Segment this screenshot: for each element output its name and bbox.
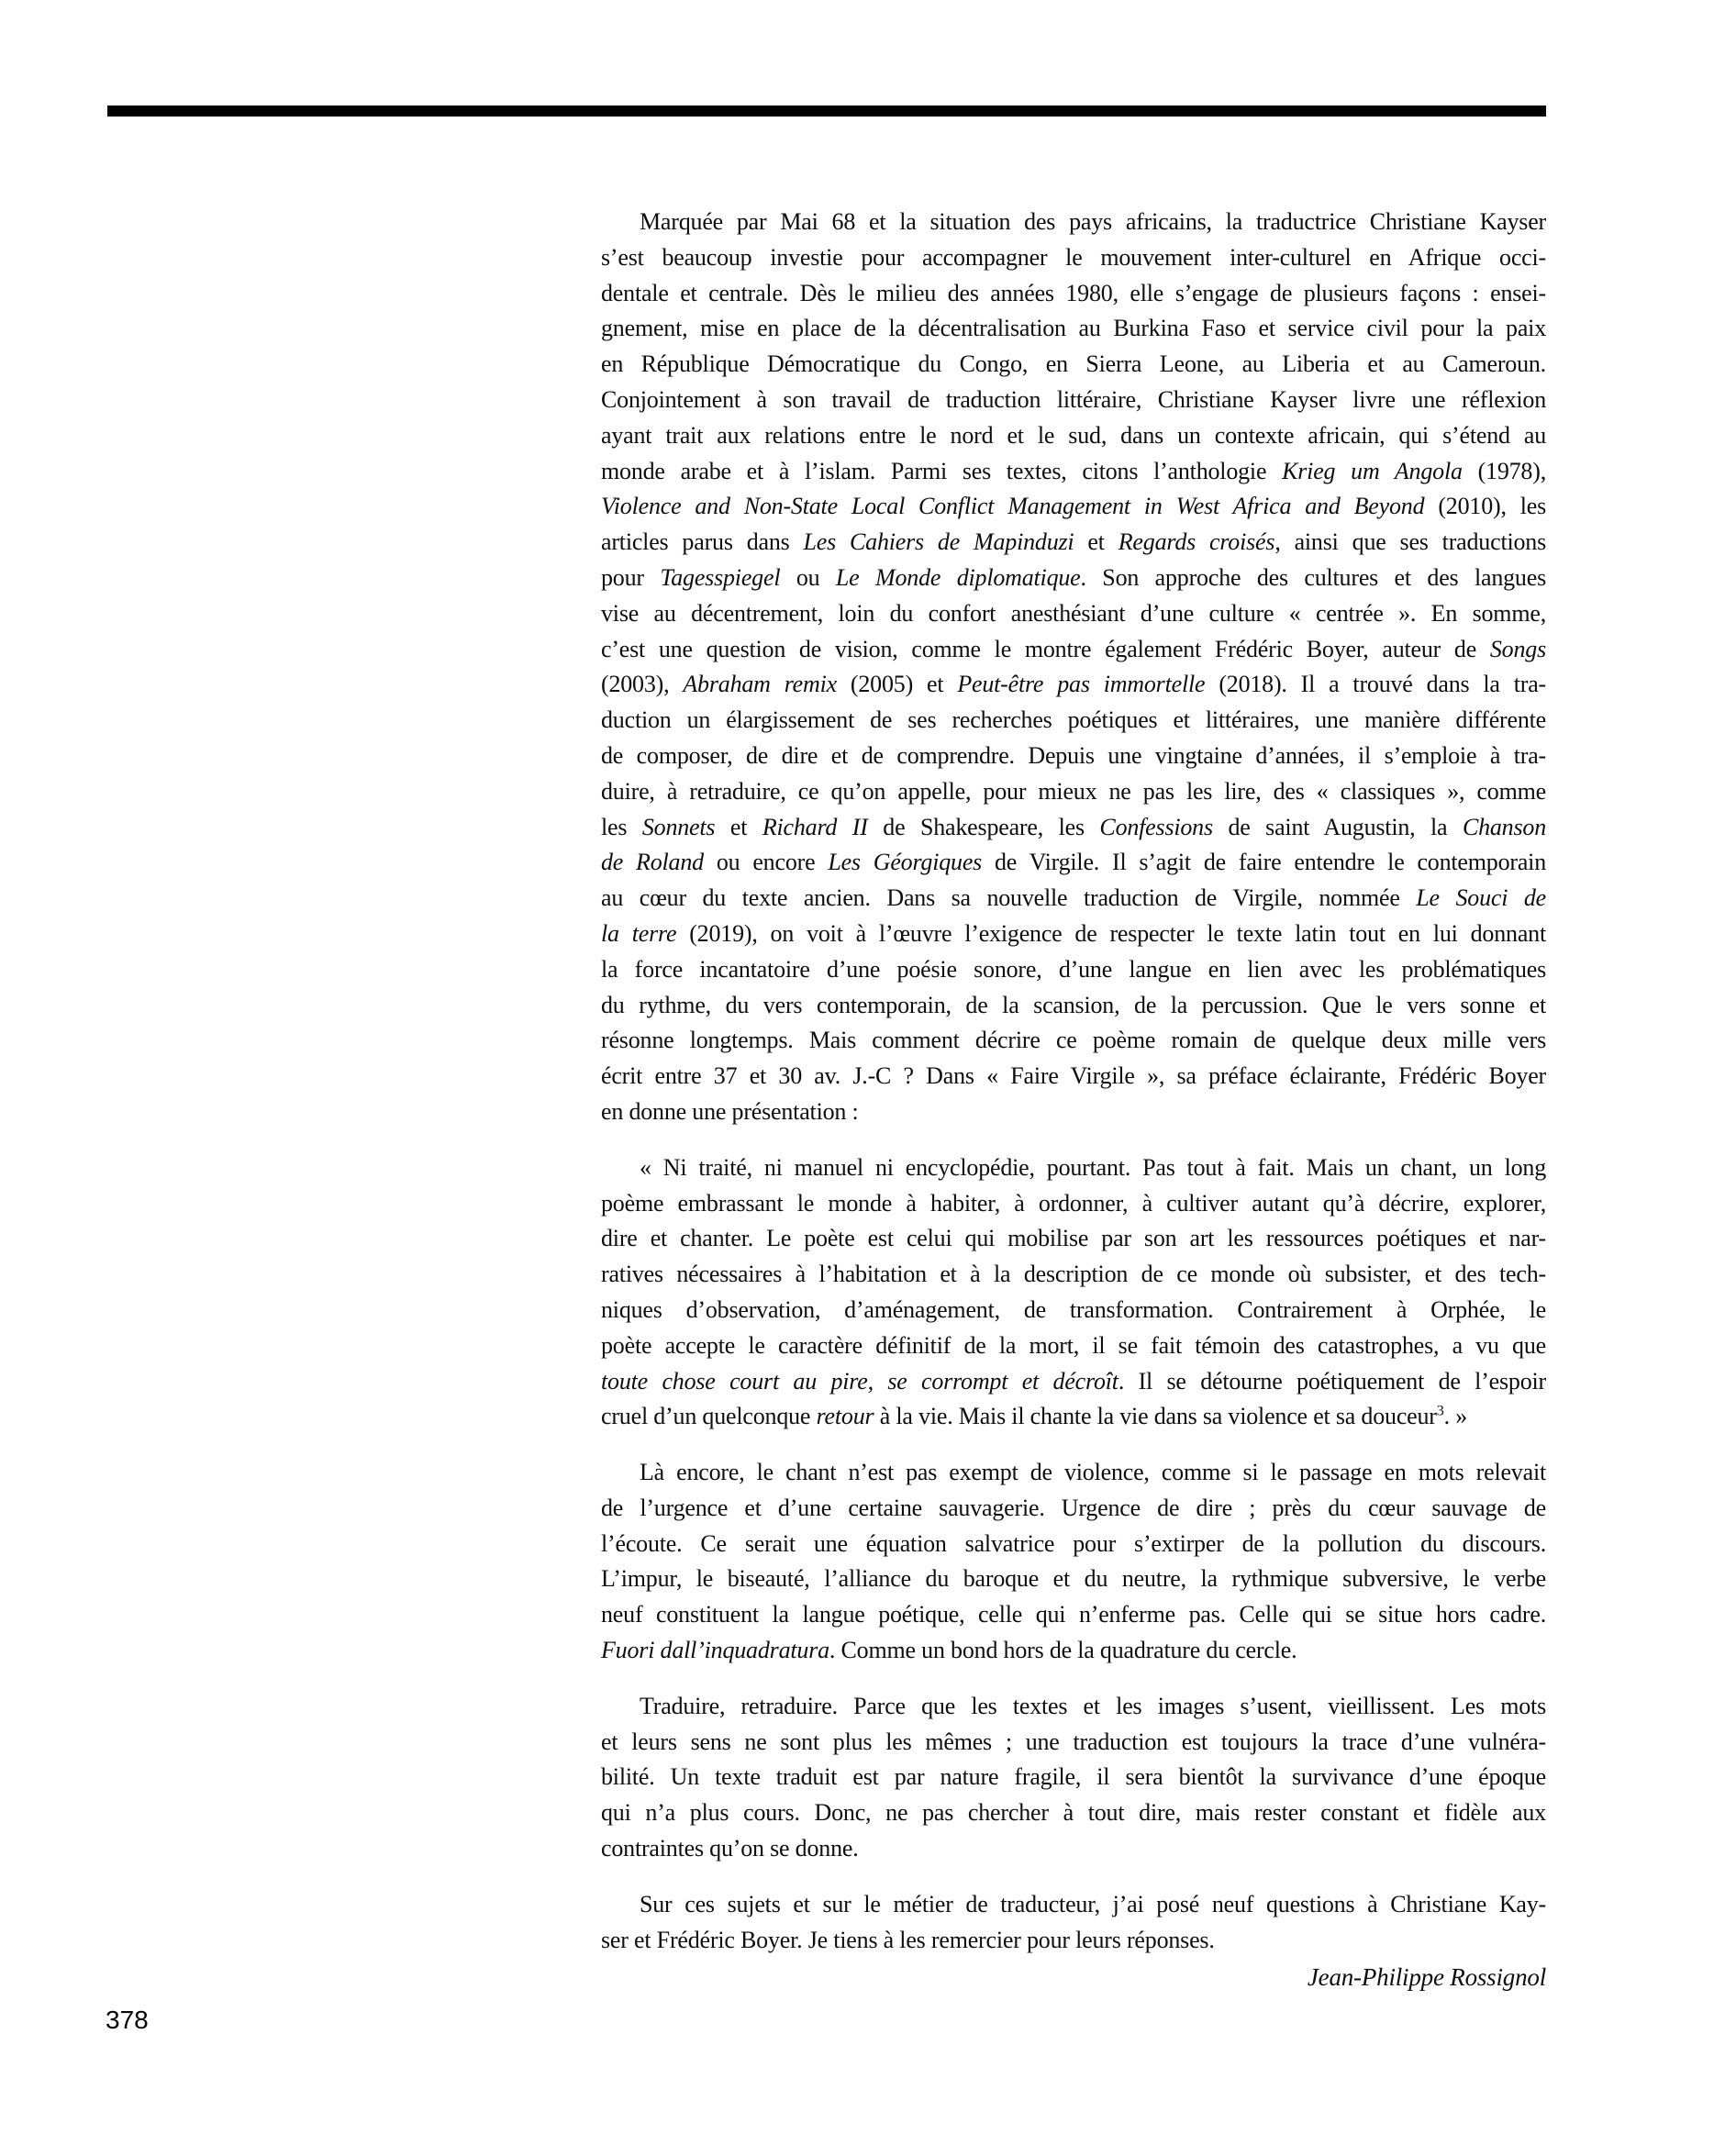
text-segment: la force incantatoire d’une poésie sonore, d’une langue en lien avec les problématiques [601,955,1546,983]
text-segment: de saint Augustin, la [1212,813,1463,840]
text-segment: Les Cahiers de Mapinduzi [803,528,1074,556]
text-segment: Là encore, le chant n’est pas exempt de violence, comme si le passage en mots relevait [640,1459,1546,1486]
text-segment: Peut-être pas immortelle [957,671,1206,698]
text-line [601,1760,1546,1795]
text-segment: de Roland [601,849,704,876]
author-signature: Jean-Philippe Rossignol [1307,1963,1546,1991]
text-line [601,1150,1546,1186]
text-segment: articles parus dans [601,528,804,556]
text-segment: à la vie. Mais il chante la vie dans sa violence et sa douceur [874,1403,1437,1430]
text-segment: de l’urgence et d’une certaine sauvagerie. Urgence de dire ; près du cœur sauvage de [601,1494,1546,1521]
text-line [601,454,1546,490]
text-segment: « Ni traité, ni manuel ni encyclopédie, pourtant. Pas tout à fait. Mais un chant, un long [640,1153,1546,1181]
text-line [601,1221,1546,1257]
text-line [601,1923,1546,1959]
text-line [601,1364,1546,1400]
header-rule [107,106,1546,117]
text-segment: au cœur du texte ancien. Dans sa nouvelle traduction de Virgile, nommée [601,884,1417,912]
text-line [601,1887,1546,1923]
text-segment: contraintes qu’on se donne. [601,1835,859,1862]
text-line [601,596,1546,632]
text-segment: ratives nécessaires à l’habitation et à la description de ce monde où subsister, et des tech- [601,1261,1546,1288]
text-segment: ou [780,563,836,591]
text-line [601,1633,1546,1669]
text-segment: duire, à retraduire, ce qu’on appelle, pour mieux ne pas les lire, des « classiques », comme [601,777,1546,805]
text-line [601,917,1546,952]
text-segment: Les Géorgiques [828,849,983,876]
text-segment: L’impur, le biseauté, l’alliance du baroque et du neutre, la rythmique subversive, le verbe [601,1565,1546,1593]
text-line [601,561,1546,596]
text-segment: 3 [1436,1403,1444,1419]
text-segment: (1978), [1462,457,1546,484]
text-segment: Krieg um Angola [1282,457,1463,484]
text-segment: de Virgile. Il s’agit de faire entendre le contemporain [982,849,1546,876]
text-line [601,383,1546,418]
text-segment: en République Démocratique du Congo, en Sierra Leone, au Liberia et au Cameroun. [601,350,1546,378]
text-segment: (2005) et [836,671,958,698]
text-segment: écrit entre 37 et 30 av. J.-C ? Dans « Faire Virgile », sa préface éclairante, Frédéric Boyer [601,1062,1546,1090]
text-line [601,881,1546,917]
text-line [601,774,1546,810]
text-line [601,1795,1546,1831]
text-segment: Chanson [1462,813,1546,840]
text-segment: (2018). Il a trouvé dans la tra- [1205,671,1547,698]
text-segment: les [601,813,642,840]
text-segment: résonne longtemps. Mais comment décrire ce poème romain de quelque deux mille vers [601,1027,1546,1054]
text-line [601,1689,1546,1725]
text-segment: Regards croisés [1118,528,1275,556]
body-text [601,205,1546,1958]
text-line [601,845,1546,881]
text-line [601,952,1546,988]
text-line [601,205,1546,240]
text-line [601,988,1546,1024]
text-segment: neuf constituent la langue poétique, celle qui n’enferme pas. Celle qui se situe hors cadre. [601,1601,1546,1628]
text-segment: Violence and Non-State Local Conflict Management in West Africa and Beyond [601,493,1425,520]
text-line [601,1561,1546,1597]
text-segment: retour [816,1403,874,1430]
paragraph [601,1455,1546,1669]
text-segment: la terre [601,919,677,947]
text-line [601,1527,1546,1562]
text-segment: Conjointement à son travail de traduction littéraire, Christiane Kayser livre une réflexion [601,385,1546,413]
text-segment: qui n’a plus cours. Donc, ne pas chercher à tout dire, mais rester constant et fidèle aux [601,1799,1546,1827]
text-segment: Le Monde diplomatique [835,563,1081,591]
text-line [601,1491,1546,1527]
text-segment: en donne une présentation : [601,1097,859,1125]
text-segment: l’écoute. Ce serait une équation salvatrice pour s’extirper de la pollution du discours. [601,1529,1546,1557]
text-segment: (2003), [601,671,684,698]
text-line [601,739,1546,774]
text-segment: Le Souci de [1416,884,1546,912]
text-segment: gnement, mise en place de la décentralisation au Burkina Faso et service civil pour la paix [601,315,1546,342]
text-line [601,276,1546,312]
text-line [601,418,1546,454]
text-segment: toute chose court au pire, se corrompt et décroît [601,1367,1118,1395]
text-segment: ayant trait aux relations entre le nord et le sud, dans un contexte africain, qui s’étend au [601,421,1546,449]
text-line [601,1725,1546,1761]
text-segment: ou encore [703,849,829,876]
text-line [601,489,1546,525]
text-line [601,525,1546,561]
text-segment: niques d’observation, d’aménagement, de transformation. Contrairement à Orphée, le [601,1295,1546,1323]
text-segment: duction un élargissement de ses recherches poétiques et littéraires, une manière différente [601,706,1546,734]
paragraph [601,1689,1546,1867]
text-segment: . Il se détourne poétiquement de l’espoir [1118,1367,1546,1395]
text-segment: Abraham remix [683,671,837,698]
text-segment: Tagesspiegel [660,563,781,591]
text-segment: et [715,813,762,840]
text-line [601,240,1546,276]
text-segment: monde arabe et à l’islam. Parmi ses textes, citons l’anthologie [601,457,1283,484]
text-line [601,1455,1546,1491]
text-segment: du rythme, du vers contemporain, de la scansion, de la percussion. Que le vers sonne et [601,991,1546,1018]
text-segment: (2010), les [1424,493,1546,520]
text-segment: cruel d’un quelconque [601,1403,817,1430]
text-segment: Sur ces sujets et sur le métier de traducteur, j’ai posé neuf questions à Christiane Kay- [640,1890,1546,1917]
text-line [601,1328,1546,1364]
text-segment: de composer, de dire et de comprendre. Depuis une vingtaine d’années, il s’emploie à tra- [601,741,1546,769]
text-segment: Traduire, retraduire. Parce que les textes et les images s’usent, vieillissent. Les mots [640,1692,1546,1719]
text-line [601,1095,1546,1130]
text-line [601,1059,1546,1095]
text-segment: bilité. Un texte traduit est par nature fragile, il sera bientôt la survivance d’une époque [601,1763,1546,1791]
page-number: 378 [106,2006,149,2034]
text-segment: vise au décentrement, loin du confort anesthésiant d’une culture « centrée ». En somme, [601,599,1546,627]
text-segment: Songs [1489,635,1546,662]
text-segment: (2019), on voit à l’œuvre l’exigence de respecter le texte latin tout en lui donnant [676,919,1546,947]
text-segment: , ainsi que ses traductions [1274,528,1547,556]
text-segment: . Comme un bond hors de la quadrature du cercle. [829,1637,1297,1664]
text-line [601,1023,1546,1059]
text-line [601,667,1546,703]
text-line [601,1257,1546,1293]
text-line [601,1186,1546,1222]
text-segment: Sonnets [641,813,716,840]
text-segment: c’est une question de vision, comme le montre également Frédéric Boyer, auteur de [601,635,1490,662]
paragraph [601,1150,1546,1435]
text-segment: . Son approche des cultures et des langues [1080,563,1546,591]
text-segment: pour [601,563,661,591]
text-line [601,1831,1546,1867]
text-line [601,1597,1546,1633]
text-line [601,347,1546,383]
text-segment: dire et chanter. Le poète est celui qui mobilise par son art les ressources poétiques et nar- [601,1225,1546,1252]
text-segment: Confessions [1099,813,1213,840]
text-segment: . » [1443,1403,1468,1430]
paragraph [601,1887,1546,1959]
text-segment: Richard II [762,813,868,840]
text-line [601,703,1546,739]
text-segment: ser et Frédéric Boyer. Je tiens à les remercier pour leurs réponses. [601,1926,1215,1953]
text-line [601,632,1546,668]
text-segment: dentale et centrale. Dès le milieu des années 1980, elle s’engage de plusieurs façons : ensei- [601,279,1546,306]
text-segment: poète accepte le caractère définitif de la mort, il se fait témoin des catastrophes, a vu que [601,1331,1546,1359]
text-segment: et leurs sens ne sont plus les mêmes ; une traduction est toujours la trace d’une vulnéra- [601,1728,1546,1755]
text-segment: et [1074,528,1118,556]
text-line [601,1399,1546,1435]
text-line [601,1293,1546,1328]
text-line [601,311,1546,347]
text-segment: Marquée par Mai 68 et la situation des pays africains, la traductrice Christiane Kayser [640,208,1546,235]
text-segment: s’est beaucoup investie pour accompagner le mouvement inter-culturel en Afrique occi- [601,243,1546,271]
text-segment: poème embrassant le monde à habiter, à ordonner, à cultiver autant qu’à décrire, explorer, [601,1189,1546,1217]
text-segment: de Shakespeare, les [867,813,1100,840]
text-segment: Fuori dall’inquadratura [601,1637,829,1664]
text-line [601,810,1546,846]
paragraph [601,205,1546,1130]
